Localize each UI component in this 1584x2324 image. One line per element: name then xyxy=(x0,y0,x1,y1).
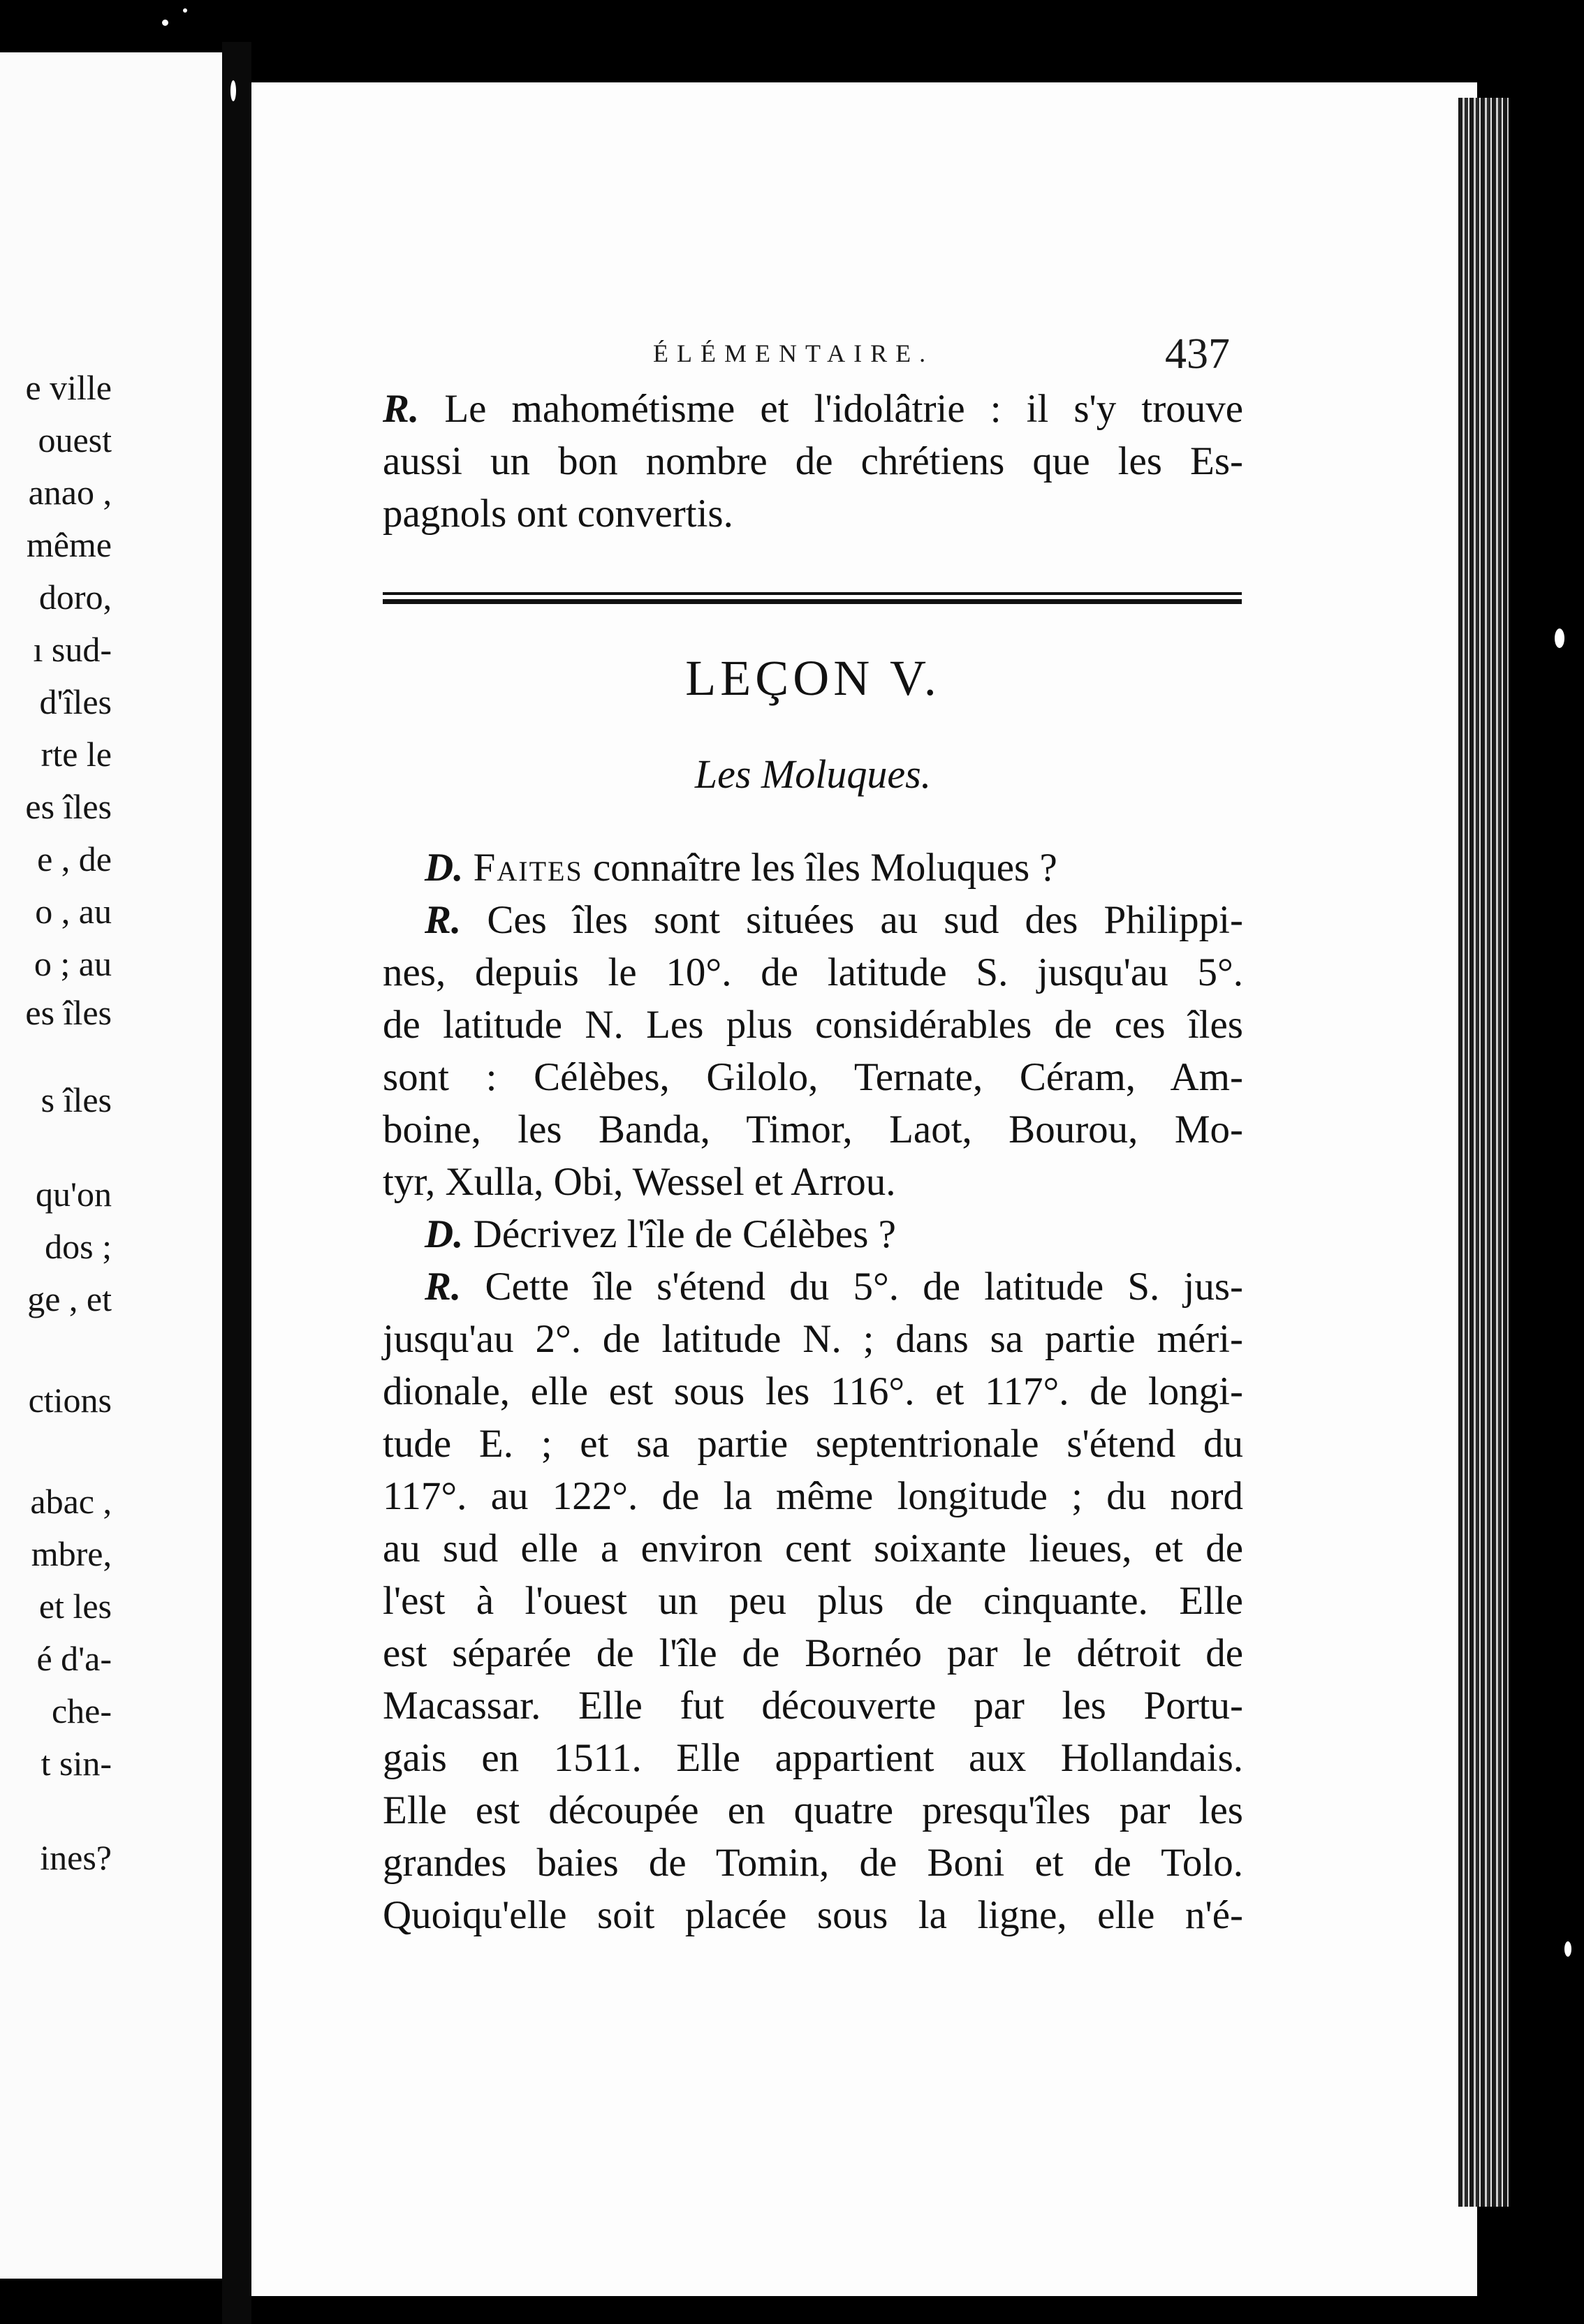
text-line: tyr, Xulla, Obi, Wessel et Arrou. xyxy=(383,1160,896,1204)
left-fragment: s îles xyxy=(41,1080,112,1119)
left-fragment: é d'a- xyxy=(36,1639,112,1678)
answer-label: R. xyxy=(425,898,462,942)
running-head: ÉLÉMENTAIRE. xyxy=(653,339,934,367)
left-fragment: rte le xyxy=(41,735,112,774)
left-fragment: ines? xyxy=(40,1838,112,1877)
page-edges xyxy=(1458,98,1514,2207)
text-line: gais en 1511. Elle appartient aux Hollandais. xyxy=(383,1736,1243,1780)
left-fragment: et les xyxy=(38,1587,112,1626)
text-line: 117°. au 122°. de la même longitude ; du nord xyxy=(383,1474,1243,1518)
section-rule-top xyxy=(383,592,1242,595)
left-fragment: e , de xyxy=(37,839,112,878)
page-number: 437 xyxy=(1165,330,1230,378)
text-line: Macassar. Elle fut découverte par les Portu- xyxy=(383,1684,1243,1728)
text-line: boine, les Banda, Timor, Laot, Bourou, Mo- xyxy=(383,1108,1243,1152)
question-line: D. Décrivez l'île de Célèbes ? xyxy=(425,1212,896,1256)
left-fragment: anao , xyxy=(28,473,112,512)
left-fragment: ctions xyxy=(28,1381,112,1420)
dust-speck xyxy=(1564,1941,1571,1957)
left-fragment: es îles xyxy=(25,787,112,826)
text-line: tude E. ; et sa partie septentrionale s'étend du xyxy=(383,1422,1243,1466)
text-line: nes, depuis le 10°. de latitude S. jusqu'au 5°. xyxy=(383,950,1243,994)
text-line: dionale, elle est sous les 116°. et 117°. de longi- xyxy=(383,1369,1243,1413)
left-fragment: doro, xyxy=(38,578,112,617)
text-line: R. Cette île s'étend du 5°. de latitude S. jus- xyxy=(425,1265,1243,1309)
text-line: R. Ces îles sont situées au sud des Philippi- xyxy=(425,898,1243,942)
dust-speck xyxy=(183,8,187,13)
dust-speck xyxy=(230,80,236,101)
left-fragment: e ville xyxy=(25,368,112,407)
left-fragment: mbre, xyxy=(31,1534,112,1573)
section-rule-bottom xyxy=(383,599,1242,604)
left-fragment: même xyxy=(26,525,112,564)
answer-label: R. xyxy=(383,387,420,431)
left-fragment: che- xyxy=(51,1691,112,1730)
text-line: pagnols ont convertis. xyxy=(383,492,733,536)
left-fragment: dos ; xyxy=(45,1227,112,1266)
dust-speck xyxy=(1555,628,1564,648)
left-fragment: ı sud- xyxy=(33,630,112,669)
left-fragment: o , au xyxy=(35,892,112,931)
text-line: Elle est découpée en quatre presqu'îles par les xyxy=(383,1788,1243,1832)
text-line: Quoiqu'elle soit placée sous la ligne, elle n'é- xyxy=(383,1893,1243,1937)
text-line: jusqu'au 2°. de latitude N. ; dans sa partie méri- xyxy=(383,1317,1243,1361)
text-line: l'est à l'ouest un peu plus de cinquante. Elle xyxy=(383,1579,1243,1623)
question-label: D. xyxy=(425,846,464,890)
lesson-subtitle: Les Moluques. xyxy=(694,751,932,797)
text-line: aussi un bon nombre de chrétiens que les Es- xyxy=(383,439,1243,483)
text-line: sont : Célèbes, Gilolo, Ternate, Céram, Am- xyxy=(383,1055,1243,1099)
left-fragment: es îles xyxy=(25,993,112,1032)
left-fragment: o ; au xyxy=(34,944,112,983)
text-line: grandes baies de Tomin, de Boni et de Tolo. xyxy=(383,1841,1243,1885)
question-line: D. Faites connaître les îles Moluques ? xyxy=(425,846,1057,890)
left-fragment: d'îles xyxy=(39,682,112,721)
left-fragment: abac , xyxy=(30,1482,112,1521)
book-gutter xyxy=(222,42,251,2324)
text-line: est séparée de l'île de Bornéo par le détroit de xyxy=(383,1631,1243,1675)
text-line: au sud elle a environ cent soixante lieues, et de xyxy=(383,1527,1243,1571)
question-label: D. xyxy=(425,1212,464,1256)
lesson-title: LEÇON V. xyxy=(685,650,941,706)
left-fragment: t sin- xyxy=(41,1744,112,1783)
left-fragment: ouest xyxy=(38,420,112,459)
left-fragment: qu'on xyxy=(35,1175,112,1214)
left-fragment: ge , et xyxy=(27,1279,112,1318)
dust-speck xyxy=(162,20,168,26)
text-line: R. Le mahométisme et l'idolâtrie : il s'y trouve xyxy=(383,387,1243,431)
text-line: de latitude N. Les plus considérables de ces îles xyxy=(383,1003,1243,1047)
answer-label: R. xyxy=(425,1265,462,1309)
scan-border xyxy=(1509,0,1584,2324)
